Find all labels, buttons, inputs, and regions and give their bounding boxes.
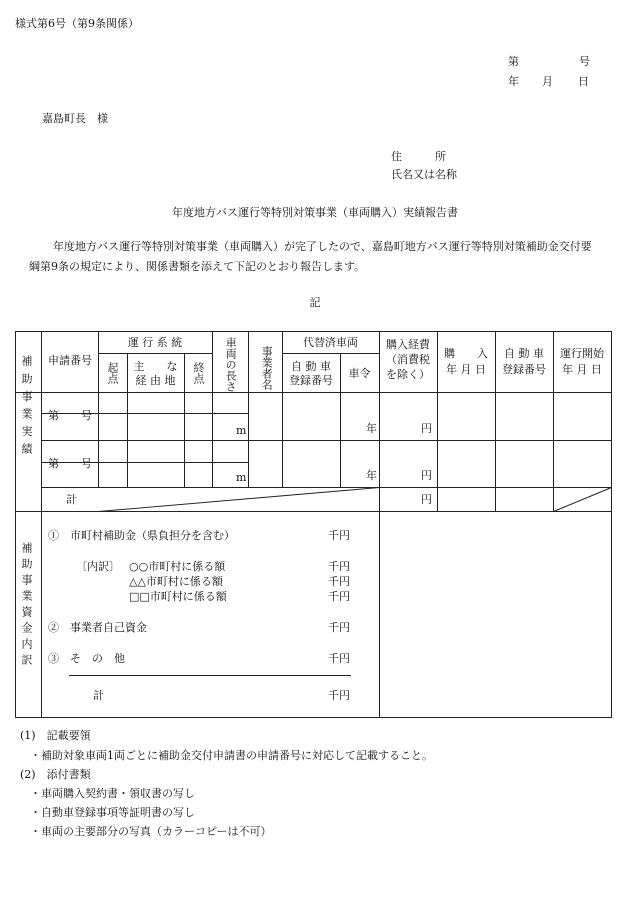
header-via-1: 主 な — [133, 360, 178, 373]
header-purchase-2: 年 月 日 — [446, 363, 486, 376]
header-purchase-1: 購 入 — [444, 347, 488, 360]
header-cost-3: を除く） — [386, 368, 430, 381]
header-start: 起点 — [106, 362, 119, 384]
total-row-unit: 円 — [421, 493, 432, 506]
header-application-no: 申請番号 — [48, 354, 92, 367]
row-2-cost-unit: 円 — [421, 469, 432, 482]
header-via-2: 経 由 地 — [135, 374, 176, 387]
row-2-age-unit: 年 — [366, 469, 377, 482]
header-reg-no-1: 自 動 車 — [291, 360, 331, 373]
header-reg2-1: 自 動 車 — [504, 347, 544, 360]
header-replaced: 代替済車両 — [303, 336, 358, 349]
header-ops-1: 運行開始 — [560, 347, 604, 360]
ki-heading: 記 — [309, 296, 321, 309]
header-ops-2: 年 月 日 — [562, 363, 602, 376]
row-2-no-label: 第 号 — [48, 457, 92, 470]
row-1-no-label: 第 号 — [48, 409, 92, 422]
funds-item-2-unit: 千円 — [328, 621, 350, 634]
funds-row-header: 補助事業資金内訳 — [20, 542, 33, 670]
body-line-2: 綱第9条の規定により、関係書類を添えて下記のとおり報告します。 — [29, 260, 366, 273]
date-day: 日 — [578, 75, 589, 88]
doc-no-dai: 第 — [508, 55, 519, 68]
row-1-length-unit: m — [236, 424, 247, 437]
header-vehicle-age: 車令 — [348, 367, 371, 380]
funds-breakdown-label: 〔内訳〕 — [76, 560, 120, 573]
sender-address-label: 住 所 — [391, 150, 446, 163]
date-month: 月 — [542, 75, 553, 88]
header-cost-1: 購入経費 — [386, 338, 430, 351]
notes-heading-2: (2) 添付書類 — [20, 768, 91, 781]
funds-item-2: ② 事業者自己資金 — [48, 621, 147, 634]
funds-sub-2: △△市町村に係る額 — [129, 575, 223, 588]
notes-item-2: ・車両購入契約書・領収書の写し — [30, 787, 195, 800]
document-title: 年度地方バス運行等特別対策事業（車両購入）実績報告書 — [172, 206, 458, 219]
header-operator: 事業者名 — [260, 346, 274, 390]
funds-total-unit: 千円 — [328, 689, 350, 702]
funds-item-3: ③ そ の 他 — [48, 652, 125, 665]
date-year: 年 — [508, 75, 519, 88]
notes-item-1: ・補助対象車両1両ごとに補助金交付申請書の申請番号に対応して記載すること。 — [30, 749, 433, 762]
doc-no-go: 号 — [579, 55, 590, 68]
notes-item-3: ・自動車登録事項等証明書の写し — [30, 806, 195, 819]
header-reg-no-2: 登録番号 — [289, 374, 333, 387]
funds-sub-2-unit: 千円 — [328, 575, 350, 588]
header-reg2-2: 登録番号 — [502, 363, 546, 376]
funds-sub-3: □□市町村に係る額 — [129, 590, 227, 603]
funds-total-label: 計 — [93, 689, 104, 702]
sender-name-label: 氏名又は名称 — [391, 168, 457, 181]
header-cost-2: （消費税 — [386, 353, 430, 366]
row-1-cost-unit: 円 — [421, 422, 432, 435]
row-1-age-unit: 年 — [366, 422, 377, 435]
funds-sub-3-unit: 千円 — [328, 590, 350, 603]
header-route: 運 行 系 統 — [127, 336, 183, 349]
funds-sub-1: ○○市町村に係る額 — [129, 560, 226, 573]
results-row-header: 補助事業実績 — [20, 355, 33, 461]
total-row-label: 計 — [66, 493, 77, 506]
notes-item-4: ・車両の主要部分の写真（カラーコピーは不可） — [30, 825, 272, 838]
notes-heading-1: (1) 記載要領 — [20, 729, 91, 742]
funds-item-1-unit: 千円 — [328, 529, 350, 542]
row-2-length-unit: m — [236, 471, 247, 484]
header-end: 終点 — [192, 362, 205, 384]
funds-item-3-unit: 千円 — [328, 652, 350, 665]
body-line-1: 年度地方バス運行等特別対策事業（車両購入）が完了したので、嘉島町地方バス運行等特別対策補助金交付要 — [53, 240, 592, 253]
header-length: 車両の長さ — [224, 337, 238, 392]
funds-sub-1-unit: 千円 — [328, 560, 350, 573]
addressee: 嘉島町長 様 — [42, 112, 108, 125]
funds-item-1: ① 市町村補助金（県負担分を含む） — [48, 529, 235, 542]
form-number: 様式第6号（第9条関係） — [15, 17, 139, 30]
